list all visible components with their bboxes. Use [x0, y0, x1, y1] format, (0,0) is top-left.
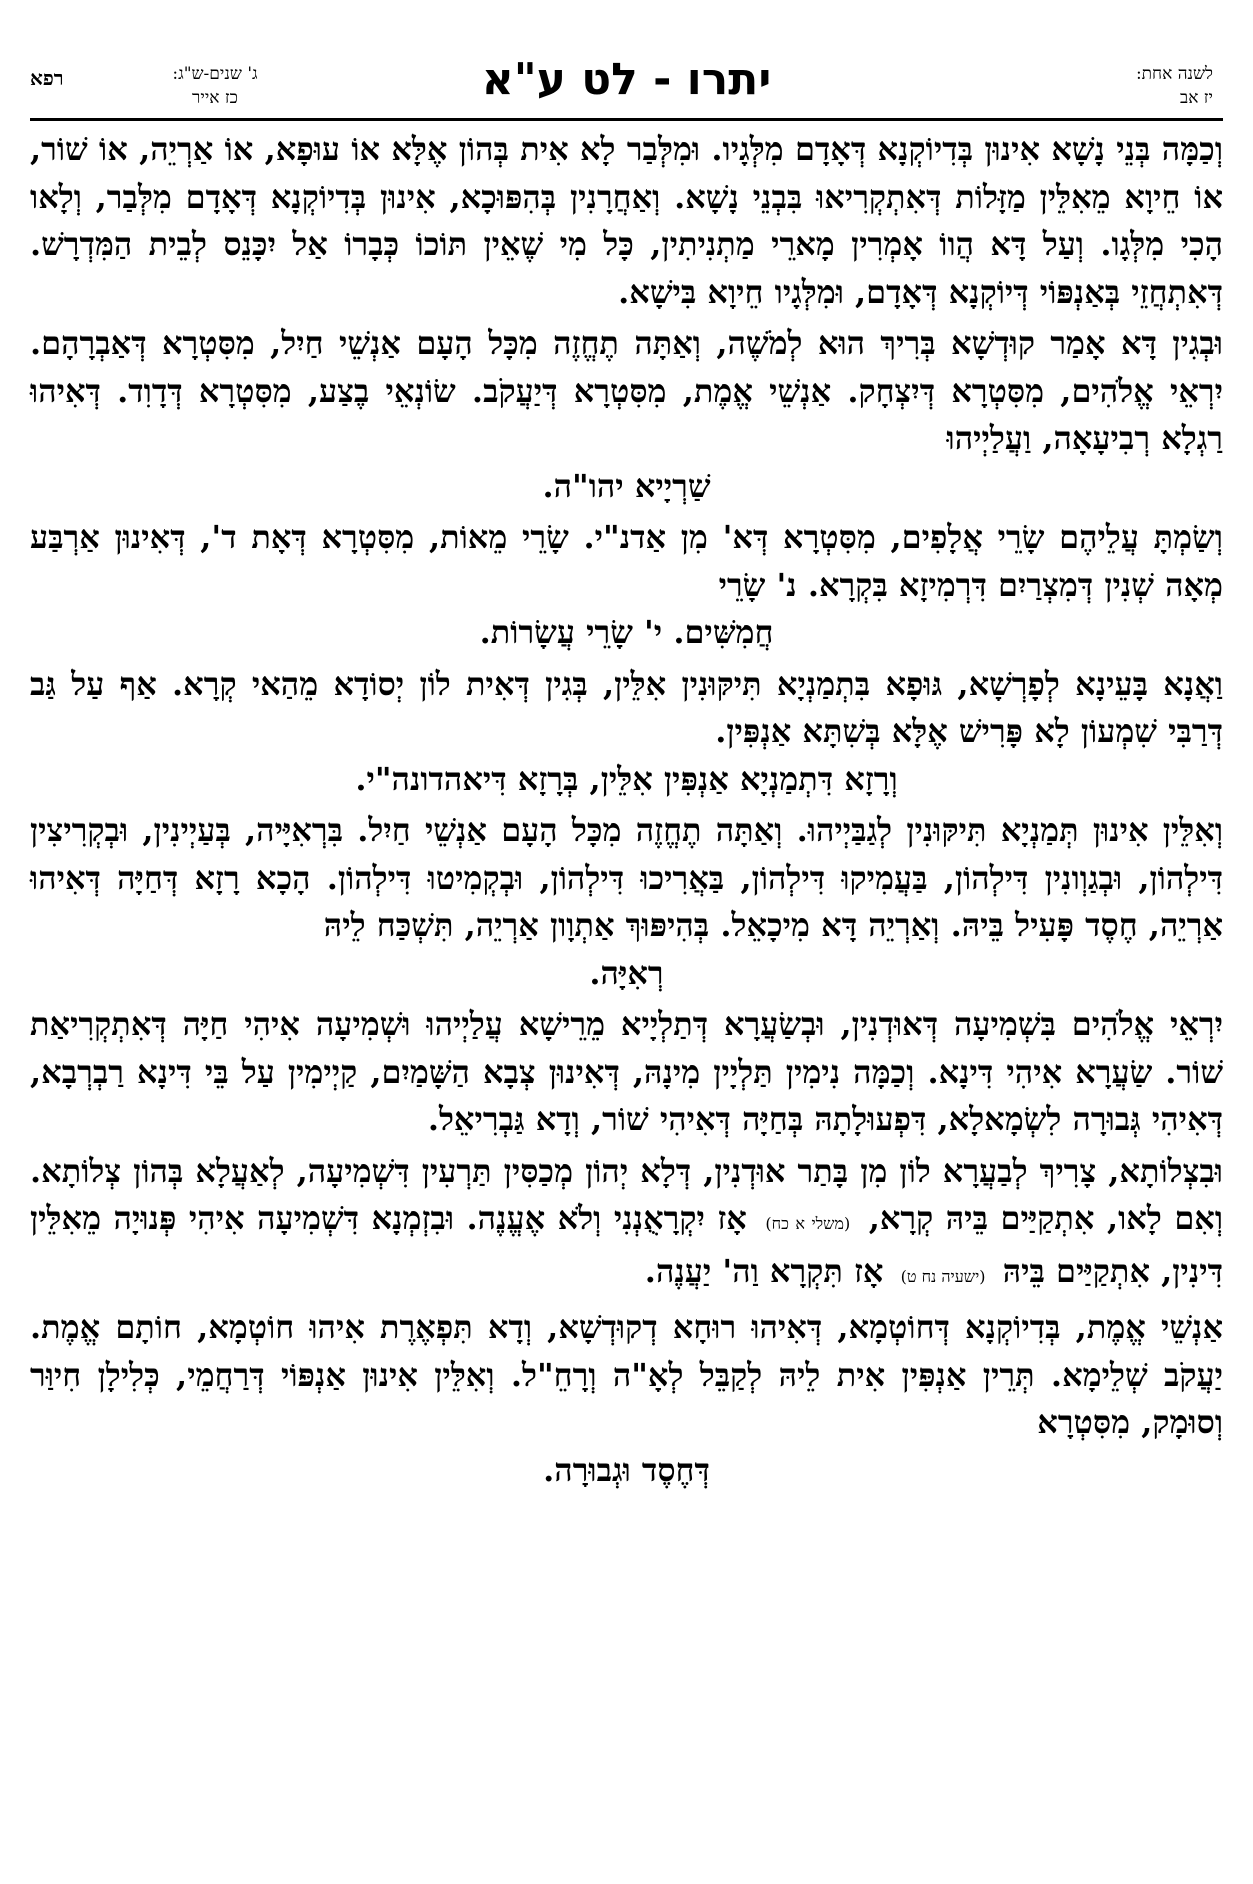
- paragraph-text: וּבִצְלוֹתָא, צָרִיךְ לְבַעֲרָא לוֹן מִן בָּתַר אוּדְנִין, דְּלָא יְהוֹן מְכַסִּין תַּרְעִין דִּשְׁמִיעָה, לְאַעֲלָא בְּהוֹן צְלוֹתָא. וְאִם לָאו, אִתְקַיַּים בֵּיהּ קְרָא,: [30, 1151, 1224, 1237]
- paragraph-text: וְשַׂמְתָּ עֲלֵיהֶם שָׂרֵי אֲלָפִים, מִסִּטְרָא דְּא' מִן אַדנ"י. שָׂרֵי מֵאוֹת, מִסִּטְרָא דְּאָת ד', דְּאִינוּן אַרְבַּע מְאָה שְׁנִין דְּמִצְרַיִם דִּרְמִיזָא בִּקְרָא. נ' שָׂרֵי: [30, 518, 1223, 604]
- verse-citation: (משלי א כח): [765, 1214, 851, 1233]
- paragraph: [30, 514, 1223, 657]
- main-text: [30, 126, 1223, 1498]
- paragraph-tail: שַׁרְיָיא יהו"ה.: [542, 466, 711, 505]
- paragraph-text: וּבְגִין דָּא אָמַר קוּדְשָׁא בְּרִיךְ הוּא לְמֹשֶׁה, וְאַתָּה תֶחֱזֶה מִכָּל הָעָם אַנְשֵׁי חַיִל, מִסִּטְרָא דְּאַבְרָהָם. יִרְאֵי אֱלֹהִים, מִסִּטְרָא דְּיִצְחָק. אַנְשֵׁי אֱמֶת, מִסִּטְרָא דְּיַעֲקֹב. שׂוֹנְאֵי בֶצַע, מִסִּטְרָא דְּדָוִד. דְּאִיהוּ רַגְלָא רְבִיעָאָה, וַעֲלַיְיהוּ: [30, 324, 1223, 457]
- verse-citation: (ישעיה נח ט): [900, 1266, 986, 1286]
- paragraph: [30, 1148, 1223, 1301]
- paragraph: [30, 126, 1223, 316]
- schedule-three-years-label: ג' שנים-ש"ג:: [172, 64, 258, 84]
- page-number: רפא: [30, 66, 64, 90]
- paragraph-text: וְכַמָּה בְּנֵי נָשָׁא אִינוּן בְּדִיוֹקְנָא דְּאָדָם מִלְּגָיו. וּמִלְּבַר לָא אִית בְּהוֹן אֶלָּא אוֹ עוּפָא, אוֹ אַרְיֵה, אוֹ שׁוֹר, אוֹ חֵיוָא מֵאִלֵּין מַזָּלוֹת דְּאִתְקְרִיאוּ בִּבְנֵי נָשָׁא. וְאַחֲרָנִין בְּהִפּוּכָא, אִינוּן בְּדִיוֹקְנָא דְּאָדָם מִלְּבַר, וְלָאו הָכִי מִלְּגָו. וְעַל דָּא הֲווֹ אָמְרִין מָארֵי מַתְנִיתִין, כָּל מִי שֶׁאֵין תּוֹכוֹ כְּבָרוֹ אַל יִכָּנֵס לְבֵית הַמִּדְרָשׁ. דְּאִתְחֲזֵי בְּאַנְפּוֹי דְּיוֹקְנָא דְּאָדָם, וּמִלְּגָיו חֵיוָא בִּישָׁא.: [30, 130, 1223, 311]
- schedule-one-year: [1063, 62, 1213, 110]
- header-divider: [30, 118, 1223, 121]
- schedule-one-year-date: יז אב: [1180, 88, 1213, 108]
- paragraph: [30, 1001, 1223, 1144]
- paragraph-text: אַנְשֵׁי אֱמֶת, בְּדִיוֹקְנָא דְּחוֹטְמָא, דְּאִיהוּ רוּחָא דְקוּדְשָׁא, וְדָא תִּפְאֶרֶת אִיהוּ חוֹטְמָא, חוֹתָם אֱמֶת. יַעֲקֹב שְׁלֵימָא. תְּרֵין אַנְפִּין אִית לֵיהּ לְקַבֵּל לְאָ"ה וְרָחֵ"ל. וְאִלֵּין אִינוּן אַנְפּוֹי דְּרַחֲמֵי, כְּלִילָן חִיוַּר וְסוּמָק, מִסִּטְרָא: [30, 1308, 1223, 1441]
- paragraph-text: יִרְאֵי אֱלֹהִים בִּשְׁמִיעָה דְּאוּדְנִין, וּבְשַׂעֲרָא דְּתַלְיָיא מֵרֵישָׁא עֲלַיְיהוּ וּשְׁמִיעָה אִיהִי חַיָּה דְּאִתְקְרִיאַת שׁוֹר. שַׂעֲרָא אִיהִי דִּינָא. וְכַמָּה נִימִין תַּלְיָין מִינָהּ, דְּאִינוּן צְבָא הַשָּׁמַיִם, קַיְימִין עַל בֵּי דִּינָא רַבְרְבָא, דְּאִיהִי גְּבוּרָה לִשְׂמָאלָא, דִּפְעוּלָתָהּ בְּחַיָּה דְּאִיהִי שׁוֹר, וְדָא גַּבְרִיאֵל.: [30, 1005, 1223, 1138]
- schedule-one-year-label: לשנה אחת:: [1135, 64, 1213, 84]
- paragraph-tail: דְּחֶסֶד וּגְבוּרָה.: [543, 1450, 710, 1489]
- paragraph-tail: וְרָזָא דִּתְמַנְיָא אַנְפִּין אִלֵּין, בְּרָזָא דִּיאהדונה"י.: [355, 759, 898, 798]
- page-title: יתרו - לט ע"א: [481, 54, 772, 105]
- paragraph-text: אָז יִקְרָאֻנְנִי וְלֹא אֶעֱנֶה. וּבִזְמְנָא דִּשְׁמִיעָה אִיהִי פְּנוּיָה מֵאִלֵּין דִּינִין, אִתְקַיַּים בֵּיהּ: [30, 1199, 1223, 1290]
- paragraph-text: וַאֲנָא בָּעֵינָא לְפָרְשָׁא, גּוּפָא בִּתְמַנְיָא תִּיקּוּנִין אִלֵּין, בְּגִין דְּאִית לוֹן יְסוֹדָא מֵהַאי קְרָא. אַף עַל גַּב דְּרַבִּי שִׁמְעוֹן לָא פָּרִישׁ אֶלָּא בְּשִׁתָּא אַנְפִּין.: [30, 664, 1223, 750]
- paragraph: [30, 1304, 1223, 1494]
- paragraph: [30, 320, 1223, 510]
- paragraph-text: אָז תִּקְרָא וַה' יַעֲנֶה.: [644, 1251, 884, 1290]
- paragraph-text: וְאִלֵּין אִינוּן תְּמַנְיָא תִּיקּוּנִין לְגַבַּיְיהוּ. וְאַתָּה תֶחֱזֶה מִכָּל הָעָם אַנְשֵׁי חַיִל. בִּרְאִיָּיה, בְּעַיְינִין, וּבְקְרִיצִין דִּילְהוֹן, וּבְגַוְונִין דִּילְהוֹן, בַּעֲמִיקוּ דִּילְהוֹן, בַּאֲרִיכוּ דִּילְהוֹן, וּבְקְמִיטוּ דִּילְהוֹן. הָכָא רָזָא דְּחַיָּה דְּאִיהוּ אַרְיֵה, חֶסֶד פָּעִיל בֵּיהּ. וְאַרְיֵה דָּא מִיכָאֵל. בְּהִיפּוּךְ אַתְוָון אַרְיֵה, תִּשְׁכַּח לֵיהּ: [30, 811, 1223, 944]
- paragraph: [30, 661, 1223, 804]
- paragraph: [30, 807, 1223, 997]
- paragraph-tail: רְאִיָּה.: [589, 953, 664, 992]
- page-header: [30, 48, 1223, 123]
- paragraph-tail: חֲמִשִּׁים. י' שָׂרֵי עֲשָׂרוֹת.: [479, 613, 774, 651]
- schedule-three-years-date: כז אייר: [192, 88, 238, 108]
